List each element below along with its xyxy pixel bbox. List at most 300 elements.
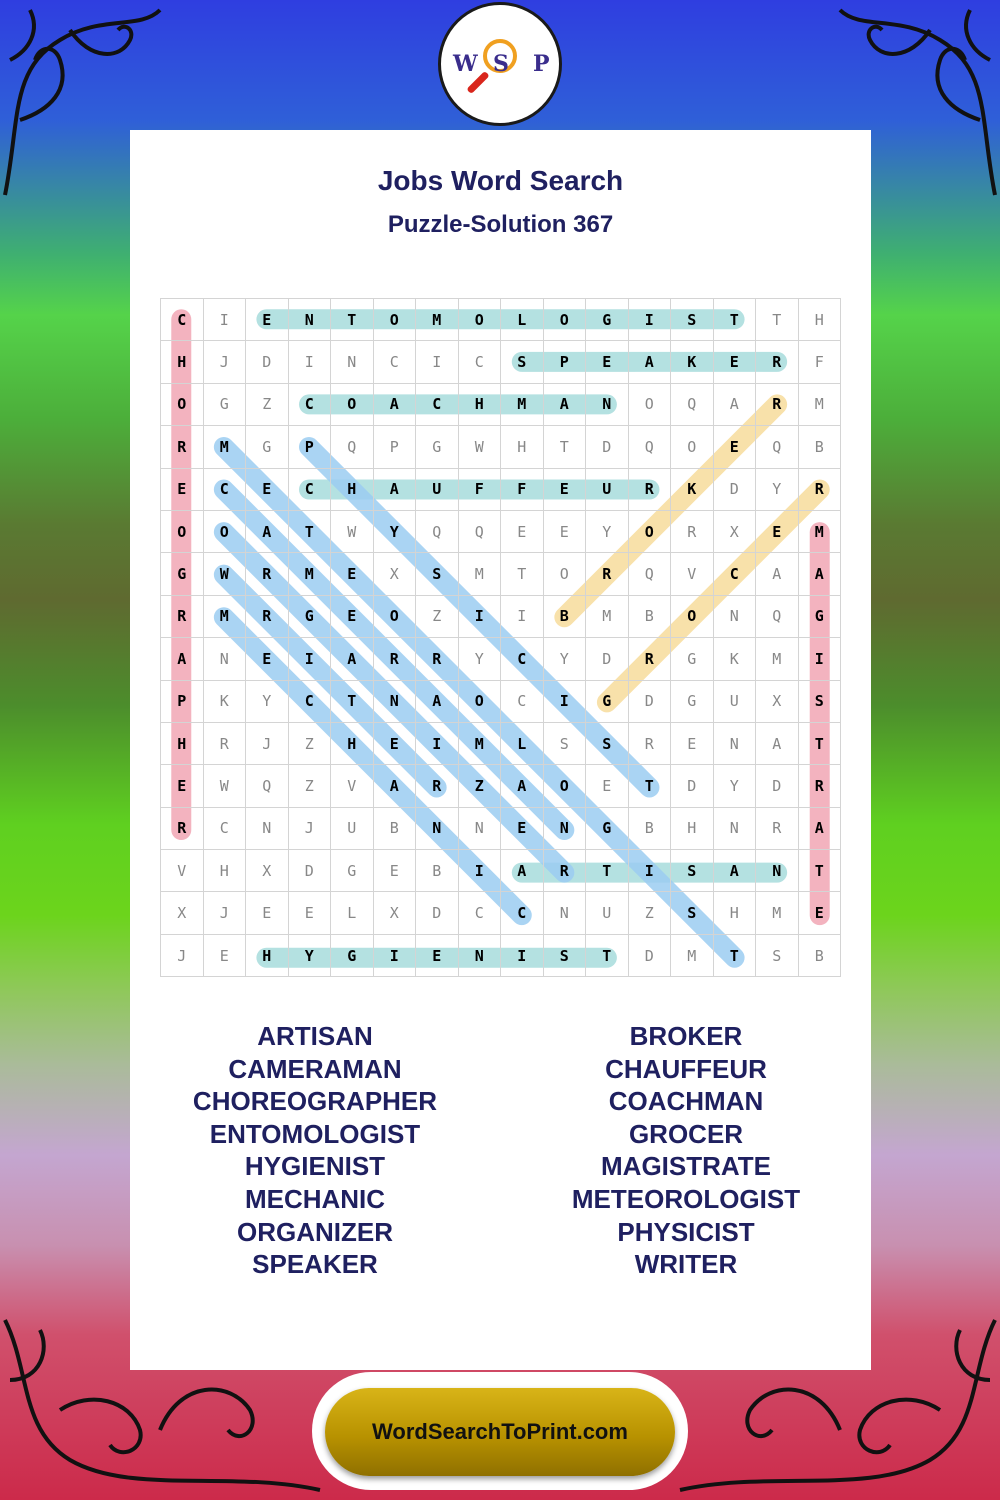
grid-cell: Z [458,765,501,807]
grid-cell: S [671,850,714,892]
grid-cell: E [798,892,841,934]
grid-cell: I [501,934,544,976]
grid-cell: T [756,299,799,341]
grid-cell: Y [756,468,799,510]
grid-cell: N [713,722,756,764]
grid-cell: N [713,807,756,849]
grid-cell: A [713,383,756,425]
word-list-item: PHYSICIST [617,1216,755,1247]
grid-cell: R [756,341,799,383]
grid-cell: A [798,807,841,849]
grid-cell: J [203,892,246,934]
word-list-item: SPEAKER [252,1249,378,1280]
grid-cell: C [288,468,331,510]
grid-cell: R [628,722,671,764]
word-search-grid [160,298,841,979]
grid-cell: G [161,553,204,595]
grid-cell: W [203,765,246,807]
grid-cell: N [246,807,289,849]
grid-cell: A [373,468,416,510]
grid-cell: S [798,680,841,722]
grid-row [161,595,841,637]
grid-cell: O [373,595,416,637]
grid-cell: E [246,299,289,341]
grid-cell: G [671,638,714,680]
grid-cell: A [713,850,756,892]
grid-cell: T [586,850,629,892]
grid-cell: E [246,468,289,510]
grid-cell: U [713,680,756,722]
grid-cell: E [203,934,246,976]
grid-cell: S [543,934,586,976]
grid-cell: C [501,680,544,722]
grid-cell: T [798,850,841,892]
grid-cell: N [756,850,799,892]
grid-cell: E [246,892,289,934]
grid-cell: H [458,383,501,425]
letter-grid [160,298,841,977]
grid-cell: A [416,680,459,722]
word-list-item: ORGANIZER [237,1216,393,1247]
grid-cell: H [203,850,246,892]
site-logo[interactable] [438,2,562,126]
grid-cell: I [416,341,459,383]
grid-cell: R [203,722,246,764]
grid-row [161,510,841,552]
grid-cell: F [501,468,544,510]
grid-cell: B [416,850,459,892]
grid-cell: Q [416,510,459,552]
grid-cell: A [756,722,799,764]
grid-cell: I [543,680,586,722]
grid-cell: R [543,850,586,892]
grid-cell: O [671,426,714,468]
grid-cell: O [543,765,586,807]
grid-cell: H [671,807,714,849]
grid-cell: Q [628,553,671,595]
grid-row [161,722,841,764]
grid-cell: E [543,468,586,510]
grid-cell: R [798,765,841,807]
grid-cell: S [756,934,799,976]
grid-cell: R [628,468,671,510]
grid-cell: Y [373,510,416,552]
grid-cell: C [288,383,331,425]
site-link-label: WordSearchToPrint.com [372,1419,628,1444]
grid-cell: Q [756,426,799,468]
grid-cell: C [203,807,246,849]
grid-cell: G [416,426,459,468]
grid-cell: Z [246,383,289,425]
grid-cell: M [798,383,841,425]
grid-cell: T [543,426,586,468]
grid-cell: G [331,850,374,892]
grid-cell: O [458,680,501,722]
grid-cell: C [288,680,331,722]
grid-cell: S [671,299,714,341]
grid-cell: N [203,638,246,680]
grid-cell: M [458,722,501,764]
word-list-item: MECHANIC [244,1183,386,1214]
grid-cell: I [373,934,416,976]
grid-cell: D [416,892,459,934]
grid-cell: G [203,383,246,425]
grid-cell: D [628,680,671,722]
grid-cell: E [246,638,289,680]
grid-cell: Y [543,638,586,680]
grid-row [161,680,841,722]
grid-cell: C [713,553,756,595]
grid-cell: B [628,807,671,849]
grid-cell: V [671,553,714,595]
grid-cell: Q [458,510,501,552]
word-list-item: METEOROLOGIST [571,1183,801,1214]
grid-cell: T [331,680,374,722]
grid-cell: O [373,299,416,341]
grid-cell: Z [288,722,331,764]
grid-cell: K [671,468,714,510]
grid-cell: D [628,934,671,976]
grid-cell: N [543,892,586,934]
grid-cell: Y [458,638,501,680]
word-list-item: COACHMAN [608,1086,764,1117]
grid-cell: I [628,299,671,341]
grid-cell: C [458,341,501,383]
grid-cell: T [798,722,841,764]
grid-cell: O [161,383,204,425]
grid-cell: E [288,892,331,934]
grid-cell: D [586,426,629,468]
grid-cell: Y [586,510,629,552]
word-list-item: HYGIENIST [244,1151,386,1182]
grid-cell: C [458,892,501,934]
grid-cell: Q [671,383,714,425]
word-list-left [130,1020,500,1281]
grid-cell: Y [288,934,331,976]
grid-cell: R [246,553,289,595]
grid-cell: K [203,680,246,722]
grid-cell: X [161,892,204,934]
site-link-button[interactable] [325,1388,675,1476]
grid-cell: I [288,638,331,680]
grid-row [161,299,841,341]
word-list-item: BROKER [629,1021,743,1051]
grid-cell: U [416,468,459,510]
grid-cell: Q [246,765,289,807]
word-list-item: CAMERAMAN [228,1053,402,1084]
grid-cell: U [586,468,629,510]
grid-row [161,468,841,510]
grid-cell: R [161,807,204,849]
puzzle-sheet [130,130,871,1370]
grid-cell: I [798,638,841,680]
grid-cell: T [586,934,629,976]
grid-cell: M [798,510,841,552]
grid-cell: R [586,553,629,595]
grid-cell: M [458,553,501,595]
grid-cell: G [331,934,374,976]
word-list-item: MAGISTRATE [601,1151,771,1182]
grid-cell: F [798,341,841,383]
grid-cell: D [586,638,629,680]
grid-cell: H [161,722,204,764]
word-list-right [501,1020,871,1281]
grid-cell: I [458,850,501,892]
grid-cell: I [203,299,246,341]
grid-row [161,850,841,892]
grid-cell: P [288,426,331,468]
grid-cell: C [501,638,544,680]
grid-cell: A [373,765,416,807]
grid-cell: S [543,722,586,764]
word-list-item: GROCER [628,1118,744,1149]
grid-cell: N [586,383,629,425]
grid-cell: O [671,595,714,637]
grid-cell: X [246,850,289,892]
grid-cell: P [161,680,204,722]
page-subtitle: Puzzle-Solution 367 [387,211,614,238]
grid-cell: T [628,765,671,807]
grid-cell: N [458,807,501,849]
grid-cell: G [246,426,289,468]
grid-cell: A [331,638,374,680]
grid-cell: K [713,638,756,680]
grid-cell: H [798,299,841,341]
grid-cell: R [416,638,459,680]
grid-cell: E [713,341,756,383]
grid-row [161,892,841,934]
grid-cell: Q [331,426,374,468]
grid-cell: A [373,383,416,425]
grid-cell: W [331,510,374,552]
grid-cell: N [416,807,459,849]
logo-letter-s: S [493,51,509,77]
grid-cell: E [713,426,756,468]
grid-cell: H [331,722,374,764]
grid-cell: B [543,595,586,637]
grid-cell: P [373,426,416,468]
grid-cell: O [543,299,586,341]
grid-cell: I [416,722,459,764]
grid-cell: L [501,722,544,764]
grid-cell: J [246,722,289,764]
grid-cell: Z [416,595,459,637]
grid-cell: O [203,510,246,552]
logo-letter-p: P [533,51,550,77]
grid-cell: G [671,680,714,722]
grid-cell: R [756,807,799,849]
grid-cell: Y [713,765,756,807]
grid-cell: R [416,765,459,807]
grid-cell: H [246,934,289,976]
grid-cell: O [458,299,501,341]
grid-cell: E [586,341,629,383]
grid-cell: G [586,680,629,722]
page-title: Jobs Word Search [377,165,624,196]
grid-cell: N [288,299,331,341]
grid-cell: M [756,638,799,680]
grid-cell: Z [628,892,671,934]
grid-cell: C [416,383,459,425]
grid-cell: J [161,934,204,976]
grid-cell: M [203,426,246,468]
grid-cell: A [501,850,544,892]
grid-cell: E [501,807,544,849]
grid-cell: U [331,807,374,849]
grid-cell: M [586,595,629,637]
grid-cell: M [416,299,459,341]
grid-cell: E [586,765,629,807]
grid-cell: S [501,341,544,383]
grid-cell: R [798,468,841,510]
grid-row [161,383,841,425]
grid-cell: T [331,299,374,341]
grid-cell: E [331,553,374,595]
grid-row [161,426,841,468]
word-list-item: CHAUFFEUR [605,1053,767,1084]
grid-cell: N [543,807,586,849]
grid-cell: A [501,765,544,807]
grid-cell: O [628,510,671,552]
word-list-item: WRITER [634,1249,738,1280]
grid-cell: E [543,510,586,552]
grid-cell: R [671,510,714,552]
grid-cell: T [713,934,756,976]
grid-cell: E [373,850,416,892]
grid-cell: A [161,638,204,680]
grid-cell: G [586,299,629,341]
grid-cell: E [416,934,459,976]
grid-cell: A [798,553,841,595]
grid-cell: B [373,807,416,849]
word-list-item: CHOREOGRAPHER [192,1086,438,1117]
grid-cell: H [331,468,374,510]
grid-row [161,807,841,849]
grid-cell: M [288,553,331,595]
grid-cell: D [671,765,714,807]
grid-cell: R [246,595,289,637]
grid-cell: F [458,468,501,510]
grid-cell: C [203,468,246,510]
grid-cell: R [161,595,204,637]
grid-cell: E [161,765,204,807]
grid-cell: N [331,341,374,383]
grid-cell: C [501,892,544,934]
grid-cell: X [756,680,799,722]
word-list-item: ENTOMOLOGIST [209,1118,421,1149]
grid-cell: S [416,553,459,595]
grid-cell: V [161,850,204,892]
grid-cell: L [331,892,374,934]
grid-cell: G [586,807,629,849]
grid-cell: M [756,892,799,934]
grid-cell: P [543,341,586,383]
grid-cell: D [756,765,799,807]
grid-cell: E [501,510,544,552]
grid-cell: H [713,892,756,934]
grid-cell: Q [756,595,799,637]
grid-cell: E [373,722,416,764]
grid-cell: R [628,638,671,680]
grid-row [161,553,841,595]
grid-cell: W [458,426,501,468]
grid-cell: D [288,850,331,892]
grid-cell: B [628,595,671,637]
grid-cell: X [373,892,416,934]
grid-cell: S [586,722,629,764]
grid-cell: W [203,553,246,595]
grid-cell: N [713,595,756,637]
grid-cell: D [713,468,756,510]
grid-cell: X [713,510,756,552]
grid-cell: O [543,553,586,595]
grid-cell: T [713,299,756,341]
grid-cell: X [373,553,416,595]
grid-cell: O [331,383,374,425]
grid-cell: I [501,595,544,637]
grid-cell: R [161,426,204,468]
grid-cell: I [288,341,331,383]
grid-cell: B [798,934,841,976]
grid-cell: G [288,595,331,637]
grid-cell: C [161,299,204,341]
grid-cell: H [501,426,544,468]
grid-cell: J [203,341,246,383]
grid-cell: Q [628,426,671,468]
grid-row [161,765,841,807]
grid-cell: C [373,341,416,383]
grid-cell: H [161,341,204,383]
grid-cell: O [628,383,671,425]
grid-cell: N [458,934,501,976]
grid-cell: M [671,934,714,976]
grid-cell: M [203,595,246,637]
grid-cell: B [798,426,841,468]
grid-cell: N [373,680,416,722]
grid-cell: D [246,341,289,383]
grid-cell: I [628,850,671,892]
grid-cell: O [161,510,204,552]
grid-cell: V [331,765,374,807]
grid-row [161,341,841,383]
grid-cell: E [161,468,204,510]
grid-cell: T [501,553,544,595]
grid-cell: K [671,341,714,383]
grid-cell: E [756,510,799,552]
grid-cell: M [501,383,544,425]
grid-cell: A [628,341,671,383]
word-list-item: ARTISAN [257,1021,373,1051]
grid-row [161,638,841,680]
grid-row [161,934,841,976]
grid-cell: A [543,383,586,425]
logo-letter-w: W [453,51,478,77]
grid-cell: A [246,510,289,552]
grid-cell: Y [246,680,289,722]
grid-cell: A [756,553,799,595]
grid-cell: I [458,595,501,637]
grid-cell: S [671,892,714,934]
grid-cell: R [756,383,799,425]
grid-cell: U [586,892,629,934]
grid-cell: E [331,595,374,637]
grid-cell: R [373,638,416,680]
grid-cell: T [288,510,331,552]
grid-cell: E [671,722,714,764]
grid-cell: J [288,807,331,849]
grid-cell: L [501,299,544,341]
grid-cell: G [798,595,841,637]
